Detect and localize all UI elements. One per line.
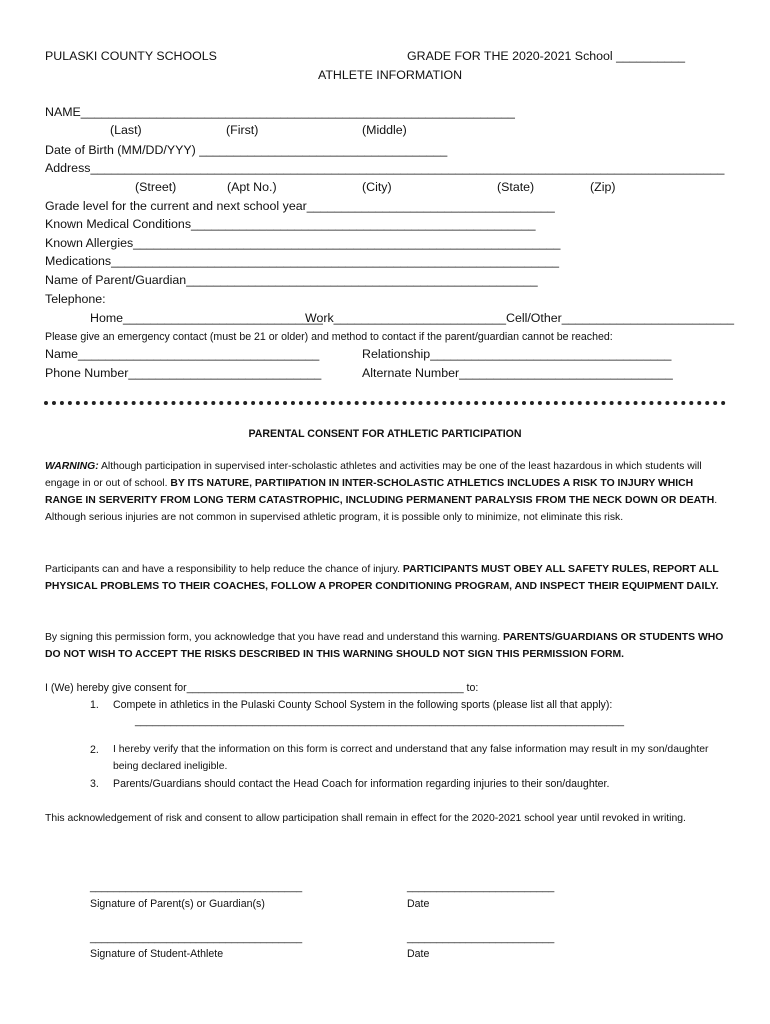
list-number-3: 3. (90, 778, 99, 790)
address-sub-zip: (Zip) (590, 180, 616, 194)
participants-paragraph (45, 561, 727, 595)
sports-field[interactable]: ___________________________________________________________________________________ (135, 715, 625, 727)
address-field[interactable]: Address____________________________________________________________________________________________ (45, 161, 725, 175)
name-sub-first: (First) (226, 123, 259, 137)
emergency-relationship-field[interactable]: Relationship___________________________________ (362, 347, 672, 361)
name-sub-last: (Last) (110, 123, 142, 137)
parent-guardian-field[interactable]: Name of Parent/Guardian___________________________________________________ (45, 273, 538, 287)
address-sub-state: (State) (497, 180, 535, 194)
emergency-contact-note: Please give an emergency contact (must be 21 or older) and method to contact if the parent/guardian cannot be reached: (45, 331, 613, 343)
address-sub-apt: (Apt No.) (227, 180, 277, 194)
participants-bold: PARTICIPANTS MUST OBEY ALL SAFETY RULES, REPORT ALL PHYSICAL PROBLEMS TO THEIR COACHES, FOLLOW A PROPER CONDITIONING PROGRAM, AND INSPECT THEIR EQUIPMENT DAILY. (45, 564, 719, 592)
warning-bold: BY ITS NATURE, PARTIIPATION IN INTER-SCHOLASTIC ATHLETICS INCLUDES A RISK TO INJURY WHICH RANGE IN SERVERITY FROM LONG TERM CATASTROPHIC, INCLUDING PERMANENT PARALYSIS FROM THE NECK DOWN OR DEATH (45, 478, 715, 506)
warning-text-1: Although participation in supervised inter-scholastic athletes and activities may be one of the least hazardous in which students will engage in or out of school. (45, 461, 702, 489)
home-phone-field[interactable]: Home_____________________________ (90, 311, 323, 325)
medical-conditions-field[interactable]: Known Medical Conditions__________________________________________________ (45, 217, 536, 231)
consent-title: PARENTAL CONSENT FOR ATHLETIC PARTICIPATION (248, 428, 522, 440)
emergency-phone-field[interactable]: Phone Number____________________________ (45, 366, 322, 380)
district-name: PULASKI COUNTY SCHOOLS (45, 49, 217, 63)
consent-for-field[interactable]: I (We) hereby give consent for_______________________________________________ to: (45, 682, 479, 694)
parent-signature-label: Signature of Parent(s) or Guardian(s) (90, 898, 265, 910)
grade-school-line[interactable]: GRADE FOR THE 2020-2021 School __________ (407, 49, 686, 63)
dob-field[interactable]: Date of Birth (MM/DD/YYY) ____________________________________ (45, 143, 448, 157)
address-sub-city: (City) (362, 180, 392, 194)
warning-label: WARNING: (45, 461, 99, 472)
emergency-name-field[interactable]: Name___________________________________ (45, 347, 320, 361)
parent-date-line[interactable]: _________________________ (407, 881, 555, 893)
cut-line-divider (44, 401, 726, 405)
list-number-1: 1. (90, 699, 99, 711)
acknowledgement-paragraph: This acknowledgement of risk and consent to allow participation shall remain in effect for the 2020-2021 school year until revoked in writing. (45, 813, 686, 824)
grade-level-field[interactable]: Grade level for the current and next school year____________________________________ (45, 199, 555, 213)
warning-text-2: . Although serious injuries are not common in supervised athletic program, it is possible only to minimize, not eliminate this risk. (45, 495, 718, 523)
cell-phone-field[interactable]: Cell/Other_________________________ (506, 311, 735, 325)
signing-bold: PARENTS/GUARDIANS OR STUDENTS WHO DO NOT WISH TO ACCEPT THE RISKS DESCRIBED IN THIS WARNING SHOULD NOT SIGN THIS PERMISSION FORM. (45, 632, 724, 660)
allergies-field[interactable]: Known Allergies______________________________________________________________ (45, 236, 561, 250)
signing-paragraph (45, 629, 727, 663)
list-item-1: Compete in athletics in the Pulaski County School System in the following sports (please list all that apply): (113, 699, 613, 711)
student-signature-label: Signature of Student-Athlete (90, 948, 224, 960)
address-sub-street: (Street) (135, 180, 177, 194)
parent-signature-line[interactable]: ____________________________________ (90, 881, 303, 893)
name-sub-middle: (Middle) (362, 123, 407, 137)
student-date-label: Date (407, 948, 430, 960)
name-field[interactable]: NAME_______________________________________________________________ (45, 105, 515, 119)
section-title: ATHLETE INFORMATION (318, 68, 463, 82)
list-item-3: Parents/Guardians should contact the Head Coach for information regarding injuries to their son/daughter. (113, 778, 610, 790)
student-date-line[interactable]: _________________________ (407, 932, 555, 944)
warning-paragraph (45, 458, 727, 526)
list-number-2: 2. (90, 744, 99, 756)
medications-field[interactable]: Medications_________________________________________________________________ (45, 254, 560, 268)
work-phone-field[interactable]: Work_________________________ (305, 311, 506, 325)
emergency-alternate-field[interactable]: Alternate Number_______________________________ (362, 366, 673, 380)
signing-text: By signing this permission form, you acknowledge that you have read and understand this warning. (45, 632, 504, 643)
telephone-label: Telephone: (45, 292, 106, 306)
participants-text: Participants can and have a responsibility to help reduce the chance of injury. (45, 564, 403, 575)
parent-date-label: Date (407, 898, 430, 910)
list-item-2: I hereby verify that the information on this form is correct and understand that any false information may result in my son/daughter being declared ineligible. (113, 744, 709, 772)
student-signature-line[interactable]: ____________________________________ (90, 932, 303, 944)
